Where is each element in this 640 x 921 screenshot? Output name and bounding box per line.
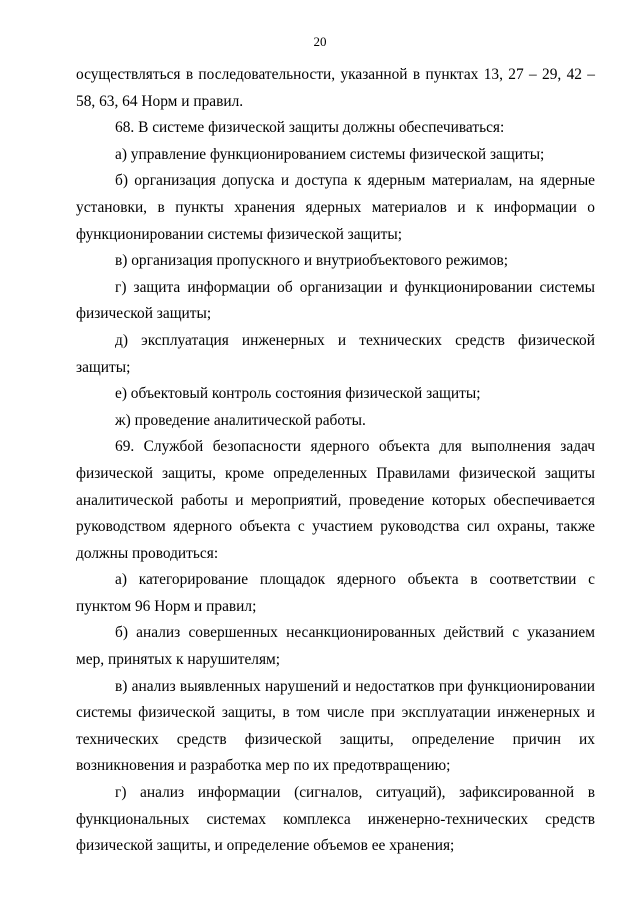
paragraph-68-item-g: г) защита информации об организации и функционировании системы физической защиты;	[76, 278, 595, 323]
paragraph-68-item-a: а) управление функционированием системы физической защиты;	[115, 145, 545, 163]
paragraph-continuation: осуществляться в последовательности, указанной в пунктах 13, 27 – 29, 42 – 58, 63, 64 Норм и правил.	[76, 66, 595, 110]
paragraph-69-heading: 69. Службой безопасности ядерного объекта для выполнения задач физической защиты, кроме определенных Правилами физической защиты аналитической работы и мероприятий, проведение которых обеспечивается руководством ядерного объекта с участием руководства сил охраны, также должны проводиться:	[76, 438, 595, 562]
paragraph-68-item-e: е) объектовый контроль состояния физической защиты;	[115, 385, 481, 403]
page-number: 20	[313, 34, 327, 49]
paragraph-69-item-g: г) анализ информации (сигналов, ситуаций), зафиксированной в функциональных системах комплекса инженерно-технических средств физической защиты, и определение объемов ее хранения;	[76, 784, 595, 855]
paragraph-68-item-b: б) организация допуска и доступа к ядерным материалам, на ядерные установки, в пункты хранения ядерных материалов и к информации о функционировании системы физической защиты;	[76, 172, 595, 243]
paragraph-69-item-b: б) анализ совершенных несанкционированных действий с указанием мер, принятых к нарушителям;	[76, 624, 595, 669]
paragraph-69-item-v: в) анализ выявленных нарушений и недостатков при функционировании системы физической защиты, в том числе при эксплуатации инженерных и технических средств физической защиты, определение причин их возникновения и разработка мер по их предотвращению;	[76, 677, 595, 775]
paragraph-69-item-a: а) категорирование площадок ядерного объекта в соответствии с пунктом 96 Норм и правил;	[76, 571, 595, 615]
paragraph-68-heading: 68. В системе физической защиты должны обеспечиваться:	[115, 119, 505, 137]
document-body	[76, 62, 595, 860]
paragraph-68-item-d: д) эксплуатация инженерных и технических средств физической защиты;	[76, 331, 595, 376]
paragraph-68-item-v: в) организация пропускного и внутриобъектового режимов;	[115, 252, 509, 270]
paragraph-68-item-zh: ж) проведение аналитической работы.	[115, 411, 366, 429]
